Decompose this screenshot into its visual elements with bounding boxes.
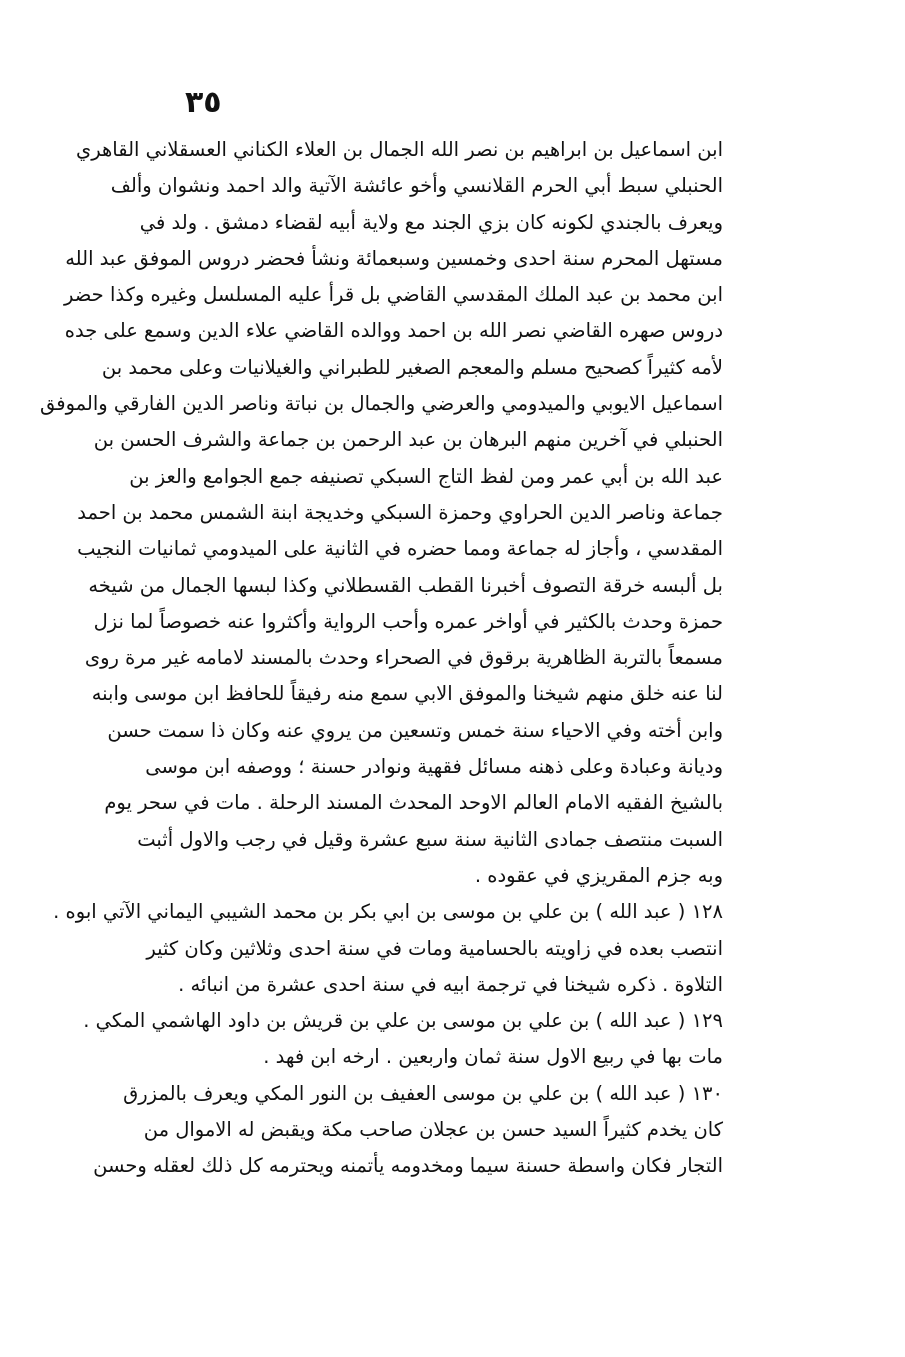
text-line: حمزة وحدث بالكثير في أواخر عمره وأحب الرواية وأكثروا عنه خصوصاً لما نزل [93, 609, 723, 633]
text-line: لنا عنه خلق منهم شيخنا والموفق الابي سمع منه رفيقاً للحافظ ابن موسى وابنه [91, 682, 723, 706]
page-number: ٣٥ [185, 85, 222, 120]
text-line: مات بها في ربيع الاول سنة ثمان واربعين . ارخه ابن فهد . [263, 1045, 723, 1069]
text-line: المقدسي ، وأجاز له جماعة ومما حضره في الثانية على الميدومي ثمانيات النجيب [77, 537, 723, 561]
text-line: كان يخدم كثيراً السيد حسن بن عجلان صاحب مكة ويقبض له الاموال من [143, 1118, 723, 1142]
body-text [40, 132, 723, 1185]
text-line: السبت منتصف جمادى الثانية سنة سبع عشرة وقيل في رجب والاول أثبت [137, 827, 723, 851]
text-line: وابن أخته وفي الاحياء سنة خمس وتسعين من يروي عنه وكان ذا سمت حسن [107, 718, 723, 742]
text-line: جماعة وناصر الدين الحراوي وحمزة السبكي وخديجة ابنة الشمس محمد بن احمد [77, 500, 723, 524]
text-line: اسماعيل الايوبي والميدومي والعرضي والجمال بن نباتة وناصر الدين الفارقي والموفق [40, 392, 723, 416]
text-line: وبه جزم المقريزي في عقوده . [474, 863, 723, 887]
text-line: مسمعاً بالتربة الظاهرية برقوق في الصحراء وحدث بالمسند لامامه غير مرة روى [84, 646, 723, 670]
text-line: دروس صهره القاضي نصر الله بن احمد ووالده القاضي علاء الدين وسمع على جده [64, 319, 723, 343]
text-line: وديانة وعبادة وعلى ذهنه مسائل فقهية ونوادر حسنة ؛ ووصفه ابن موسى [145, 755, 723, 779]
text-line: التجار فكان واسطة حسنة سيما ومخدومه يأتمنه ويحترمه كل ذلك لعقله وحسن [93, 1154, 723, 1178]
text-line: ١٢٨ ( عبد الله ) بن علي بن موسى بن ابي بكر بن محمد الشيبي اليماني الآتي ابوه . [53, 900, 723, 924]
text-line: ابن محمد بن عبد الملك المقدسي القاضي بل قرأ عليه المسلسل وغيره وكذا حضر [64, 283, 723, 307]
text-line: انتصب بعده في زاويته بالحسامية ومات في سنة احدى وثلاثين وكان كثير [146, 936, 723, 960]
text-line: مستهل المحرم سنة احدى وخمسين وسبعمائة ونشأ فحضر دروس الموفق عبد الله [65, 246, 723, 270]
text-line: التلاوة . ذكره شيخنا في ترجمة ابيه في سنة احدى عشرة من انبائه . [178, 972, 723, 996]
text-line: بالشيخ الفقيه الامام العالم الاوحد المحدث المسند الرحلة . مات في سحر يوم [104, 791, 723, 815]
text-line: الحنبلي سبط أبي الحرم القلانسي وأخو عائشة الآتية والد احمد ونشوان وألف [110, 174, 723, 198]
text-line: ابن اسماعيل بن ابراهيم بن نصر الله الجمال بن العلاء الكناني العسقلاني القاهري [75, 138, 723, 161]
text-line: لأمه كثيراً كصحيح مسلم والمعجم الصغير للطبراني والغيلانيات وعلى محمد بن [101, 355, 723, 379]
text-line: ١٢٩ ( عبد الله ) بن علي بن موسى بن علي بن قريش بن داود الهاشمي المكي . [83, 1009, 723, 1033]
text-line: الحنبلي في آخرين منهم البرهان بن عبد الرحمن بن جماعة والشرف الحسن بن [93, 428, 723, 452]
text-line: عبد الله بن أبي عمر ومن لفظ التاج السبكي تصنيفه جمع الجوامع والعز بن [129, 464, 723, 488]
text-line: ١٣٠ ( عبد الله ) بن علي بن موسى العفيف بن النور المكي ويعرف بالمزرق [123, 1081, 723, 1105]
text-line: ويعرف بالجندي لكونه كان بزي الجند مع ولاية أبيه لقضاء دمشق . ولد في [139, 210, 723, 234]
text-line: بل ألبسه خرقة التصوف أخبرنا القطب القسطلاني وكذا لبسها الجمال من شيخه [88, 573, 723, 597]
